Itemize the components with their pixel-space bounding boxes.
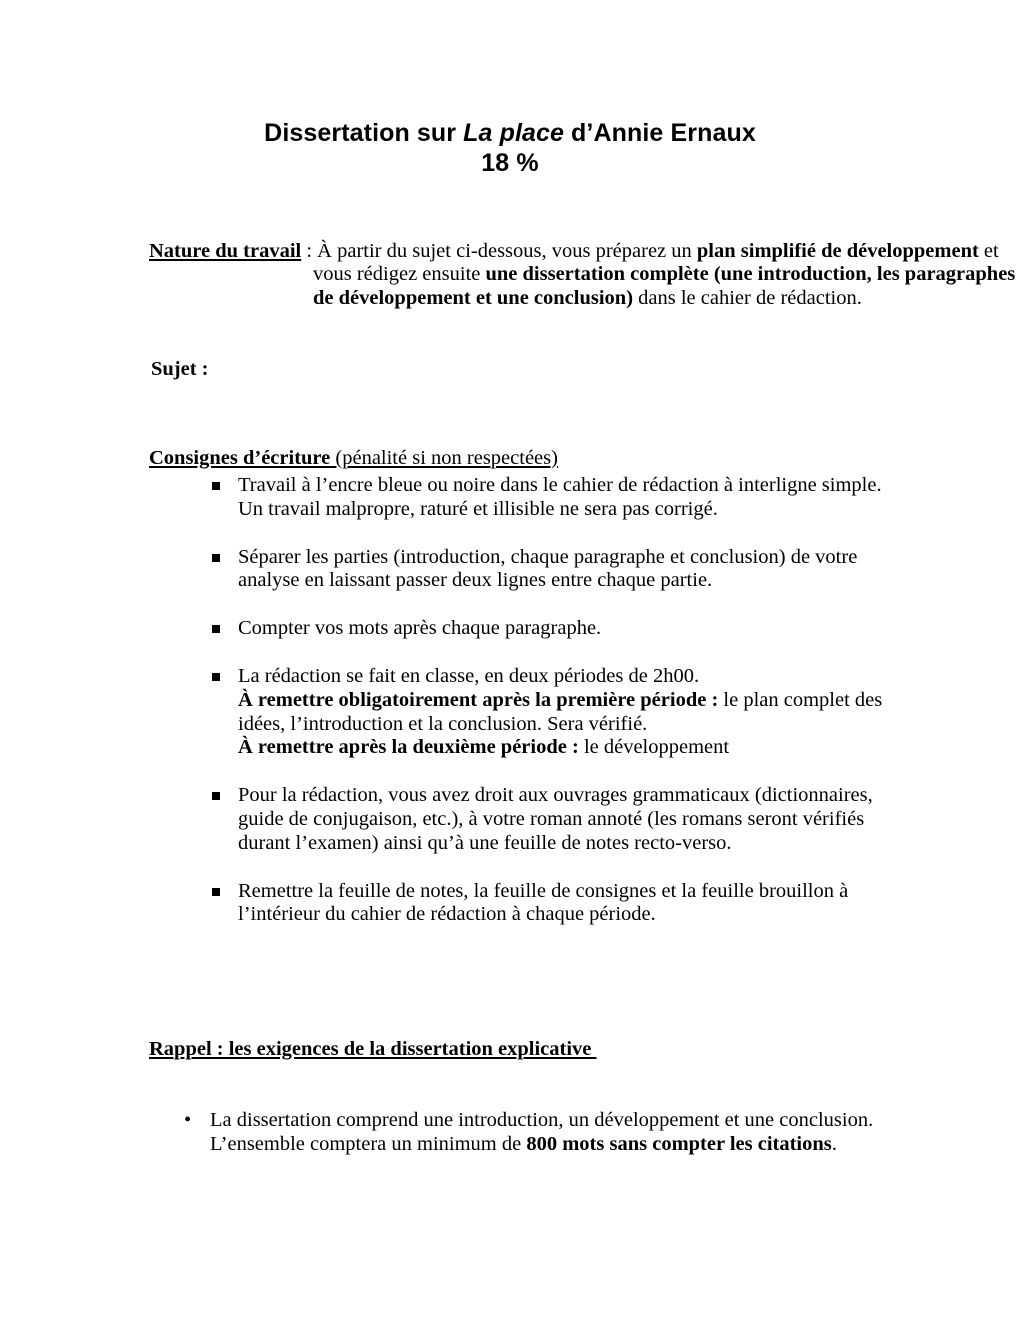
title-line-1 [0, 118, 1020, 148]
title-weight-percent: 18 % [481, 149, 539, 177]
consignes-heading-bold: Consignes d’écriture [149, 446, 331, 469]
plain-text: . [831, 1132, 837, 1155]
list-item [212, 784, 888, 855]
plain-text: Remettre la feuille de notes, la feuille de consignes et la feuille brouillon à l’intérieur du cahier de rédaction à chaque période. [238, 879, 849, 926]
page-title [0, 118, 1020, 178]
list-item-text [238, 665, 888, 759]
consignes-heading-regular: (pénalité si non respectées) [330, 446, 558, 469]
list-item-text [238, 546, 888, 593]
rappel-heading: Rappel : les exigences de la dissertation explicative [149, 1037, 597, 1060]
plain-text: Séparer les parties (introduction, chaque paragraphe et conclusion) de votre analyse en laissant passer deux lignes entre chaque partie. [238, 545, 858, 592]
consignes-decriture-heading [149, 447, 889, 471]
list-item-text [238, 880, 888, 927]
square-bullet-glyph [212, 792, 220, 800]
nature-bold-2: une dissertation complète (une introduction, les paragraphes de développement et une conclusion) [313, 263, 1016, 309]
list-item [184, 1109, 888, 1156]
round-bullet-icon: • [184, 1109, 192, 1131]
list-item [212, 546, 888, 593]
plain-text: le plan complet des idées, l’introduction et la conclusion. Sera vérifié. [238, 689, 883, 735]
list-item-text [238, 617, 888, 641]
plain-text: La dissertation comprend une introduction, un développement et une conclusion. L’ensemble comptera un minimum de [210, 1109, 874, 1155]
list-item [212, 617, 888, 641]
nature-text-1: : À partir du sujet ci-dessous, vous préparez un [301, 239, 697, 262]
title-suffix: d’Annie Ernaux [564, 119, 756, 147]
plain-text: le développement [578, 736, 730, 759]
title-book-name: La place [463, 119, 565, 147]
plain-text: La rédaction se fait en classe, en deux périodes de 2h00. [238, 665, 700, 688]
plain-text: Travail à l’encre bleue ou noire dans le cahier de rédaction à interligne simple. Un travail malpropre, raturé et illisible ne sera pas corrigé. [238, 474, 882, 520]
title-prefix: Dissertation sur [264, 119, 464, 147]
square-bullet-glyph [212, 888, 220, 896]
square-bullet-glyph [212, 554, 220, 562]
emphasis-text: À remettre après la deuxième période : [238, 736, 579, 759]
rappel-list [184, 1109, 888, 1156]
list-item-text [210, 1109, 888, 1156]
square-bullet-glyph [212, 673, 220, 681]
nature-text-3: dans le cahier de rédaction. [633, 286, 862, 309]
list-item [212, 880, 888, 927]
nature-bold-1: plan simplifié de développement [696, 239, 979, 262]
nature-du-travail-paragraph [149, 240, 1020, 311]
nature-du-travail-label: Nature du travail [149, 239, 302, 262]
consignes-list [212, 474, 888, 951]
sujet-label: Sujet : [151, 357, 209, 380]
square-bullet-glyph [212, 482, 220, 490]
plain-text: Pour la rédaction, vous avez droit aux ouvrages grammaticaux (dictionnaires, guide de conjugaison, etc.), à votre roman annoté (les romans seront vérifiés durant l’examen) ainsi qu’à une feuille de notes recto-verso. [238, 784, 873, 854]
list-item-text [238, 474, 888, 521]
list-item [212, 474, 888, 521]
emphasis-text: À remettre obligatoirement après la première période : [238, 689, 719, 712]
list-item-text [238, 784, 888, 855]
square-bullet-glyph [212, 625, 220, 633]
plain-text: Compter vos mots après chaque paragraphe. [238, 617, 602, 640]
emphasis-text: 800 mots sans compter les citations [526, 1132, 832, 1155]
nature-text-2: et vous rédigez ensuite [313, 239, 999, 286]
list-item [212, 665, 888, 759]
